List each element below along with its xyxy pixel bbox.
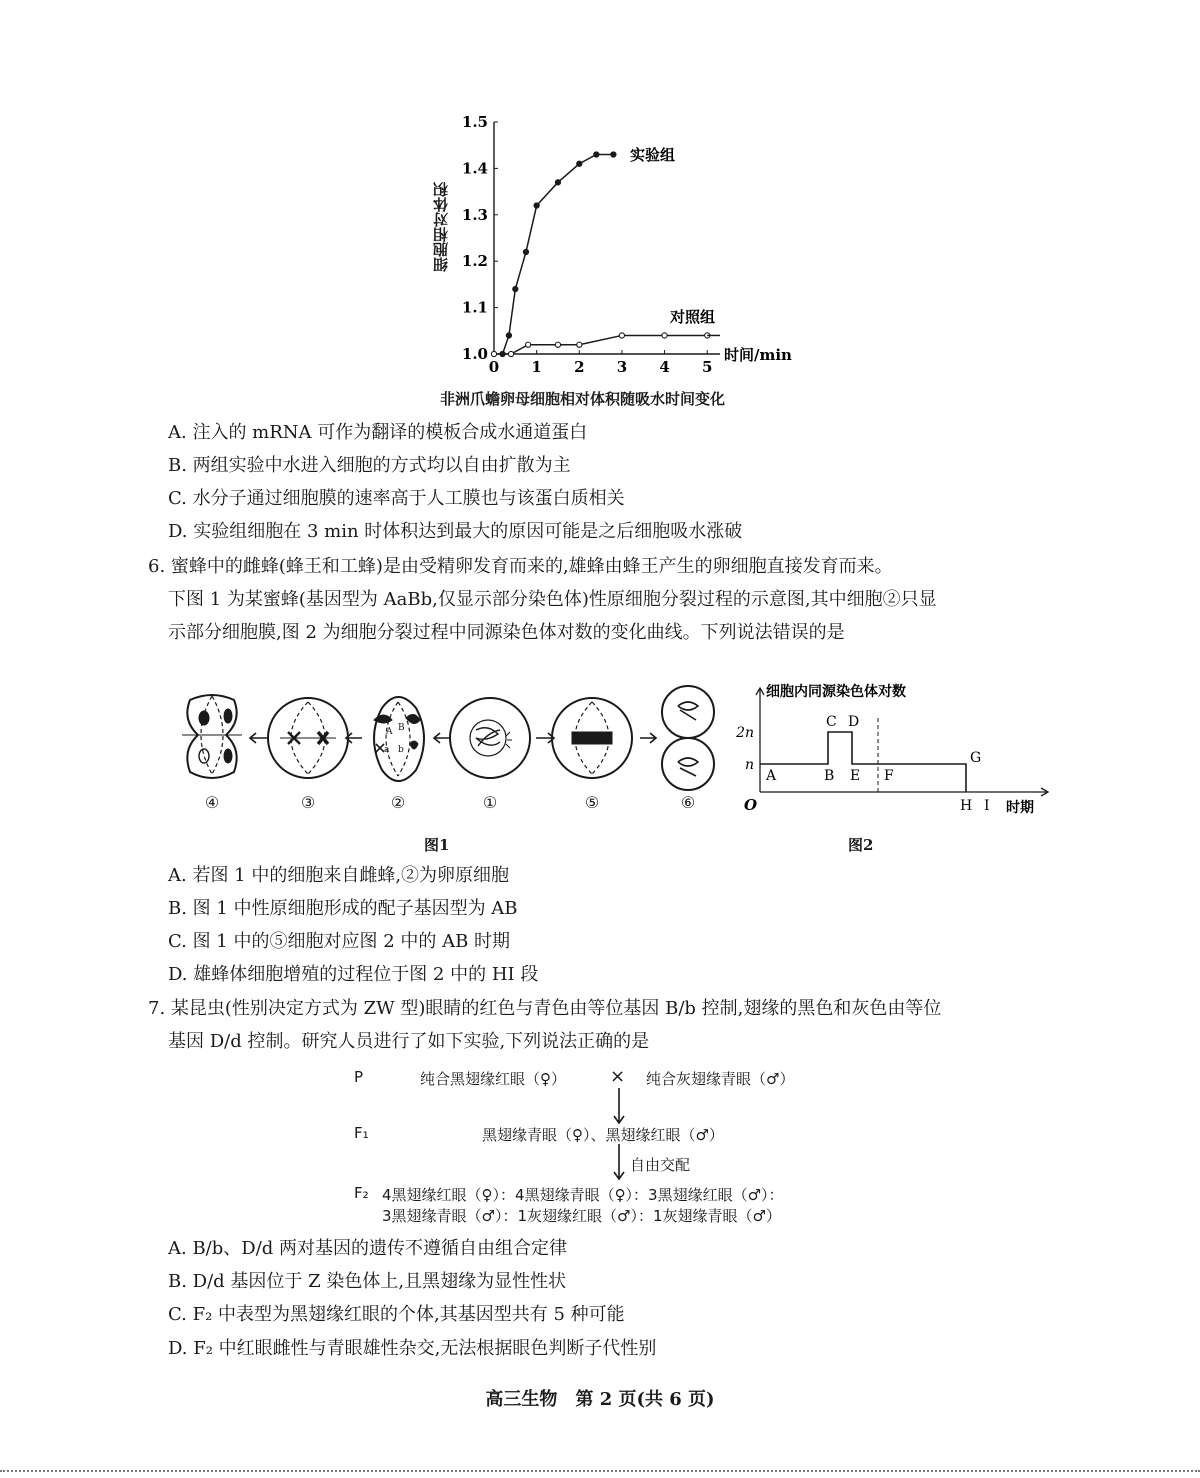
fig2-xlabel: 时期 — [1006, 800, 1034, 816]
cross-f2-line2: 3黑翅缘青眼（♂）：1灰翅缘红眼（♂）：1灰翅缘青眼（♂） — [382, 1207, 781, 1225]
series-1-point — [594, 152, 599, 157]
series-2-point — [526, 342, 531, 347]
series-2-point — [619, 333, 624, 338]
cell-6 — [662, 686, 714, 790]
series-label-experimental: 实验组 — [630, 146, 676, 164]
cross-p-male: 纯合灰翅缘青眼（♂） — [646, 1070, 795, 1088]
page-footer: 高三生物 第 2 页(共 6 页) — [485, 1389, 715, 1410]
figure1-caption: 图1 — [424, 836, 450, 854]
fig2-point-label-a: A — [766, 768, 777, 784]
gene-label: a — [384, 745, 390, 755]
fig2-point-label-b: B — [824, 768, 835, 784]
chart1-y-tick-label: 1.1 — [461, 298, 488, 317]
fig2-point-label-i: I — [984, 798, 990, 814]
figure2-caption: 图2 — [848, 836, 874, 854]
series-2-point — [555, 342, 560, 347]
cell-label: ④ — [204, 793, 220, 812]
cell-5 — [552, 698, 632, 778]
cell-label: ⑤ — [584, 793, 600, 812]
fig2-point-label-c: C — [826, 714, 837, 730]
q7-option-d: D. F₂ 中红眼雌性与青眼雄性杂交,无法根据眼色判断子代性别 — [168, 1338, 657, 1359]
q6-stem-line2: 下图 1 为某蜜蜂(基因型为 AaBb,仅显示部分染色体)性原细胞分裂过程的示意图,其中细胞②只显 — [168, 589, 937, 610]
fig2-point-label-h: H — [960, 798, 973, 814]
cell-label: ① — [482, 793, 498, 812]
cross-arrow-2 — [612, 1142, 626, 1182]
fig2-ytick-2n: 2n — [736, 725, 754, 741]
cross-f2-line1: 4黑翅缘红眼（♀）：4黑翅缘青眼（♀）：3黑翅缘红眼（♂）： — [382, 1186, 784, 1204]
series-2-point — [577, 342, 582, 347]
q6-option-a: A. 若图 1 中的细胞来自雌蜂,②为卵原细胞 — [168, 865, 510, 886]
cell-1 — [450, 698, 530, 778]
chart1-x-tick-label: 1 — [531, 358, 542, 376]
cell-volume-chart — [420, 110, 800, 410]
q7-stem-line2: 基因 D/d 控制。研究人员进行了如下实验,下列说法正确的是 — [168, 1031, 650, 1052]
bottom-divider — [0, 1470, 1200, 1472]
q6-option-d: D. 雄蜂体细胞增殖的过程位于图 2 中的 HI 段 — [168, 964, 539, 985]
series-1-point — [611, 152, 616, 157]
chart1-y-tick-label: 1.3 — [461, 205, 488, 224]
cross-arrow-1 — [612, 1086, 626, 1126]
series-label-control: 对照组 — [670, 308, 716, 326]
chart1-y-tick-label: 1.0 — [461, 345, 488, 363]
fig2-step-line — [760, 732, 966, 792]
cell-2 — [374, 697, 424, 781]
q6-stem-line3: 示部分细胞膜,图 2 为细胞分裂过程中同源染色体对数的变化曲线。下列说法错误的是 — [168, 622, 845, 643]
series-1-point — [534, 203, 539, 208]
q7-option-b: B. D/d 基因位于 Z 染色体上,且黑翅缘为显性性状 — [168, 1271, 567, 1292]
fig2-point-label-e: E — [850, 768, 861, 784]
series-1-point — [555, 180, 560, 185]
q5-option-a: A. 注入的 mRNA 可作为翻译的模板合成水通道蛋白 — [168, 422, 588, 443]
chart1-y-tick-label: 1.5 — [461, 113, 488, 131]
cross-p-label: P — [354, 1068, 364, 1086]
series-1-point — [506, 333, 511, 338]
fig2-origin: O — [744, 796, 758, 814]
fig2-ytick-n: n — [744, 757, 754, 773]
chart1-x-tick-label: 4 — [659, 358, 670, 376]
q5-option-b: B. 两组实验中水进入细胞的方式均以自由扩散为主 — [168, 455, 571, 476]
gene-label: b — [398, 745, 404, 755]
series-1-point — [577, 161, 582, 166]
chart1-ylabel-vertical: 细胞相对体积 — [432, 182, 450, 272]
q7-stem-line1: 7. 某昆虫(性别决定方式为 ZW 型)眼睛的红色与青色由等位基因 B/b 控制,翅缘的黑色和灰色由等位 — [148, 998, 942, 1019]
cell-label: ② — [390, 793, 406, 812]
chart1-y-tick-label: 1.4 — [461, 159, 488, 178]
cell-3 — [268, 698, 348, 778]
series-2-point — [662, 333, 667, 338]
cell-label: ③ — [300, 793, 316, 812]
fig2-point-label-g: G — [970, 750, 982, 766]
cross-f1: 黑翅缘青眼（♀）、黑翅缘红眼（♂） — [482, 1126, 724, 1144]
cross-f2-label: F₂ — [354, 1184, 369, 1202]
figure1-cell-division — [170, 680, 720, 860]
chart1-y-tick-label: 1.2 — [461, 252, 488, 271]
series-1-point — [513, 286, 518, 291]
q7-option-c: C. F₂ 中表型为黑翅缘红眼的个体,其基因型共有 5 种可能 — [168, 1304, 625, 1325]
cross-mating-label: 自由交配 — [630, 1156, 691, 1174]
fig2-ylabel: 细胞内同源染色体对数 — [766, 684, 906, 700]
chart1-xlabel: 时间/min — [724, 346, 792, 364]
q5-option-d: D. 实验组细胞在 3 min 时体积达到最大的原因可能是之后细胞吸水涨破 — [168, 521, 743, 542]
q6-stem-line1: 6. 蜜蜂中的雌蜂(蜂王和工蜂)是由受精卵发育而来的,雄蜂由蜂王产生的卵细胞直接发育而来。 — [148, 556, 893, 577]
cross-sign: × — [610, 1066, 626, 1087]
chart1-x-tick-label: 3 — [616, 358, 628, 376]
cross-f1-label: F₁ — [354, 1124, 369, 1142]
gene-label: A — [386, 727, 393, 737]
q5-option-c: C. 水分子通过细胞膜的速率高于人工膜也与该蛋白质相关 — [168, 488, 625, 509]
q7-option-a: A. B/b、D/d 两对基因的遗传不遵循自由组合定律 — [168, 1238, 567, 1259]
cell-4 — [182, 695, 242, 778]
chart1-x-tick-label: 2 — [574, 358, 585, 376]
figure2-homologous-pairs-chart — [730, 680, 1060, 830]
chart1-x-tick-label: 0 — [488, 358, 500, 376]
chart1-title: 非洲爪蟾卵母细胞相对体积随吸水时间变化 — [440, 390, 726, 408]
series-1-point — [523, 249, 528, 254]
chart1-series — [491, 146, 720, 357]
fig2-point-label-f: F — [884, 768, 894, 784]
cross-p-female: 纯合黑翅缘红眼（♀） — [420, 1070, 566, 1088]
q6-option-c: C. 图 1 中的⑤细胞对应图 2 中的 AB 时期 — [168, 931, 511, 952]
series-2-point — [491, 351, 496, 356]
series-2-point — [508, 351, 513, 356]
gene-label: B — [398, 723, 405, 733]
fig2-point-label-d: D — [848, 714, 860, 730]
chart1-x-tick-label: 5 — [701, 358, 713, 376]
q6-option-b: B. 图 1 中性原细胞形成的配子基因型为 AB — [168, 898, 518, 919]
cell-label: ⑥ — [680, 793, 696, 812]
